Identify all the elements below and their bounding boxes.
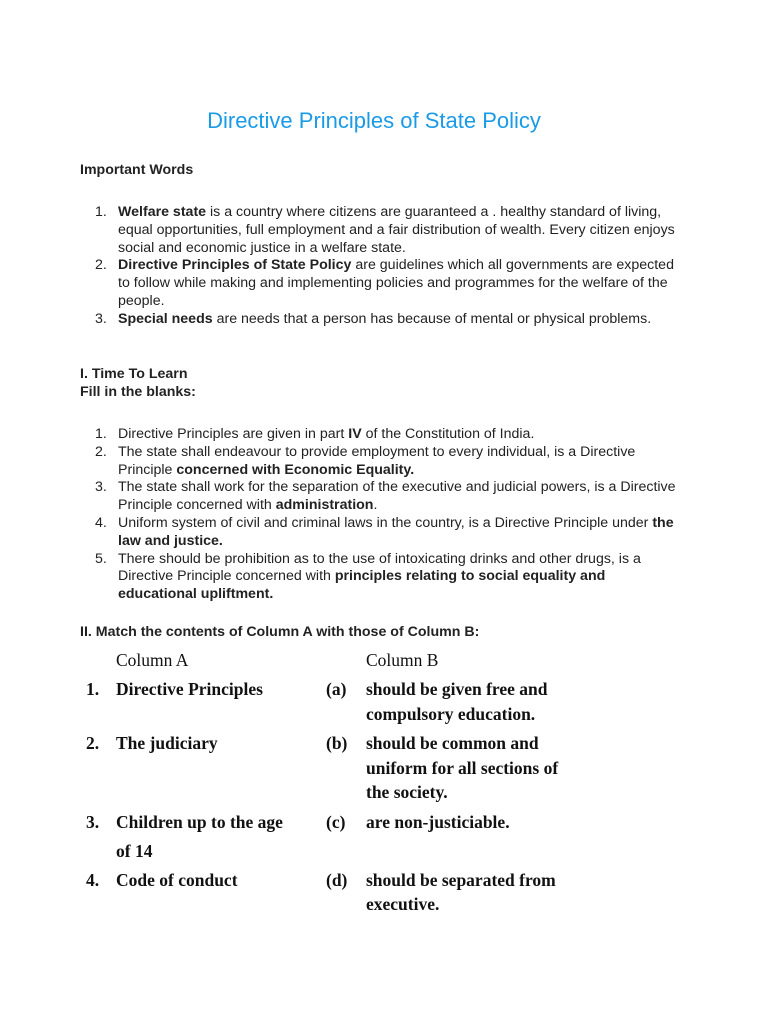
row-3-column-a-line-2: of 14 xyxy=(116,841,153,861)
row-2-column-b-line-1: should be common and xyxy=(366,733,539,753)
row-2-column-b-line-3: the society. xyxy=(366,782,448,802)
row-2-column-a: The judiciary xyxy=(116,733,218,753)
column-a-header: Column A xyxy=(116,650,189,670)
row-2-column-b-line-2: uniform for all sections of xyxy=(366,758,559,778)
list-item: 4. Uniform system of civil and criminal laws in the country, is a Directive Principle under the law and justice. xyxy=(95,514,674,549)
answer: concerned with Economic Equality. xyxy=(176,461,415,478)
row-4-letter: (d) xyxy=(326,870,348,890)
important-words-heading: Important Words xyxy=(80,162,194,178)
important-words-list xyxy=(80,204,680,329)
answer: the law and justice. xyxy=(118,514,674,549)
row-1-column-b-line-1: should be given free and xyxy=(366,679,548,699)
term: Special needs xyxy=(118,310,213,327)
term: Directive Principles of State Policy xyxy=(118,257,352,274)
row-4-column-b-line-1: should be separated from xyxy=(366,870,556,890)
row-4-column-a: Code of conduct xyxy=(116,870,238,890)
row-2-number: 2. xyxy=(86,733,100,753)
answer: principles relating to social equality and educational upliftment. xyxy=(118,568,606,603)
column-b-header: Column B xyxy=(366,650,439,670)
list-item: 1. Directive Principles are given in part IV of the Constitution of India. xyxy=(95,426,535,442)
list-item: 5. There should be prohibition as to the use of intoxicating drinks and other drugs, is a Directive Principle concerned with principles relating to social equality and educational upliftment. xyxy=(95,550,641,603)
row-3-column-b: are non-justiciable. xyxy=(366,812,510,832)
row-1-column-b-line-2: compulsory education. xyxy=(366,704,536,724)
row-4-number: 4. xyxy=(86,870,100,890)
list-item: 2. The state shall endeavour to provide employment to every individual, is a Directive Principle concerned with Economic Equality. xyxy=(95,443,636,478)
answer: administration xyxy=(275,497,374,514)
row-1-number: 1. xyxy=(86,679,100,699)
fill-in-blanks-heading: Fill in the blanks: xyxy=(80,384,196,400)
row-4-column-b-line-2: executive. xyxy=(366,894,440,914)
row-3-number: 3. xyxy=(86,812,100,832)
page-title: Directive Principles of State Policy xyxy=(207,108,541,133)
answer: IV xyxy=(348,426,362,442)
list-item: 3. The state shall work for the separation of the executive and judicial powers, is a Directive Principle concerned with administration. xyxy=(95,479,676,514)
row-2-letter: (b) xyxy=(326,733,348,753)
term: Welfare state xyxy=(118,204,207,220)
time-to-learn-heading: I. Time To Learn xyxy=(80,366,188,382)
match-heading: II. Match the contents of Column A with those of Column B: xyxy=(80,624,480,640)
row-1-column-a: Directive Principles xyxy=(116,679,263,699)
list-item: 3. Special needs are needs that a person has because of mental or physical problems. xyxy=(95,310,652,327)
fill-in-blanks-list xyxy=(80,426,682,604)
match-columns-image xyxy=(78,644,598,924)
list-item: 1. Welfare state is a country where citizens are guaranteed a . healthy standard of living, equal opportunities, full employment and a fair distribution of wealth. Every citizen enjoys social and economic justice in a welfare state. xyxy=(95,204,675,256)
row-1-letter: (a) xyxy=(326,679,347,699)
row-3-column-a-line-1: Children up to the age xyxy=(116,812,283,832)
list-item: 2. Directive Principles of State Policy are guidelines which all governments are expected to follow while making and implementing policies and programmes for the welfare of the people. xyxy=(95,257,674,309)
row-3-letter: (c) xyxy=(326,812,346,832)
